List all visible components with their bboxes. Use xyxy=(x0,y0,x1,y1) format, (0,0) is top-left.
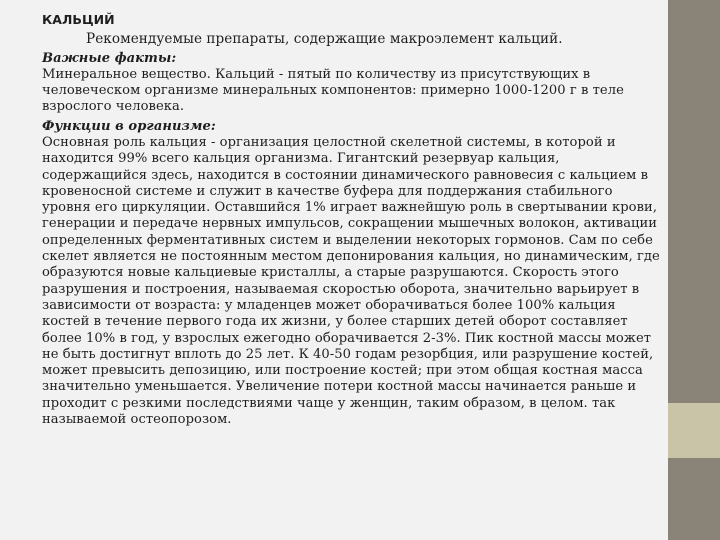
slide-content xyxy=(42,12,662,431)
sidebar-accent-block xyxy=(668,403,720,458)
subtitle: Рекомендуемые препараты, содержащие макроэлемент кальций. xyxy=(86,31,563,47)
page-title: КАЛЬЦИЙ xyxy=(42,12,115,27)
facts-paragraph: Минеральное вещество. Кальций - пятый по количеству из присутствующих в человеческом организме минеральных компонентов: примерно 1000-1200 г в теле взрослого человека. xyxy=(42,66,624,115)
functions-paragraph: Основная роль кальция - организация целостной скелетной системы, в которой и находится 99% всего кальция организма. Гигантский резервуар кальция, содержащийся здесь, находится в состоянии динамического равновесия с кальцием в кровеносной системе и служит в качестве буфера для поддержания стабильного уровня его циркуляции. Оставшийся 1% играет важнейшую роль в свертывании крови, генерации и передаче нервных импульсов, сокращении мышечных волокон, активации определенных ферментативных систем и выделении некоторых гормонов. Сам по себе скелет является не постоянным местом депонирования кальция, но динамическим, где образуются новые кальциевые кристаллы, а старые разрушаются. Скорость этого разрушения и построения, называемая скоростью оборота, значительно варьирует в зависимости от возраста: у младенцев может оборачиваться более 100% кальция костей в течение первого года их жизни, у более старших детей оборот составляет более 10% в год, у взрослых ежегодно оборачивается 2-3%. Пик костной массы может не быть достигнут вплоть до 25 лет. К 40-50 годам резорбция, или разрушение костей, может превысить депозицию, или построение костей; при этом общая костная масса значительно уменьшается. Увеличение потери костной массы начинается раньше и проходит с резкими последствиями чаще у женщин, таким образом, в целом. так называемой остеопорозом. xyxy=(42,134,660,428)
facts-heading: Важные факты: xyxy=(42,50,177,66)
functions-heading: Функции в организме: xyxy=(42,118,216,134)
decorative-sidebar xyxy=(668,0,720,540)
